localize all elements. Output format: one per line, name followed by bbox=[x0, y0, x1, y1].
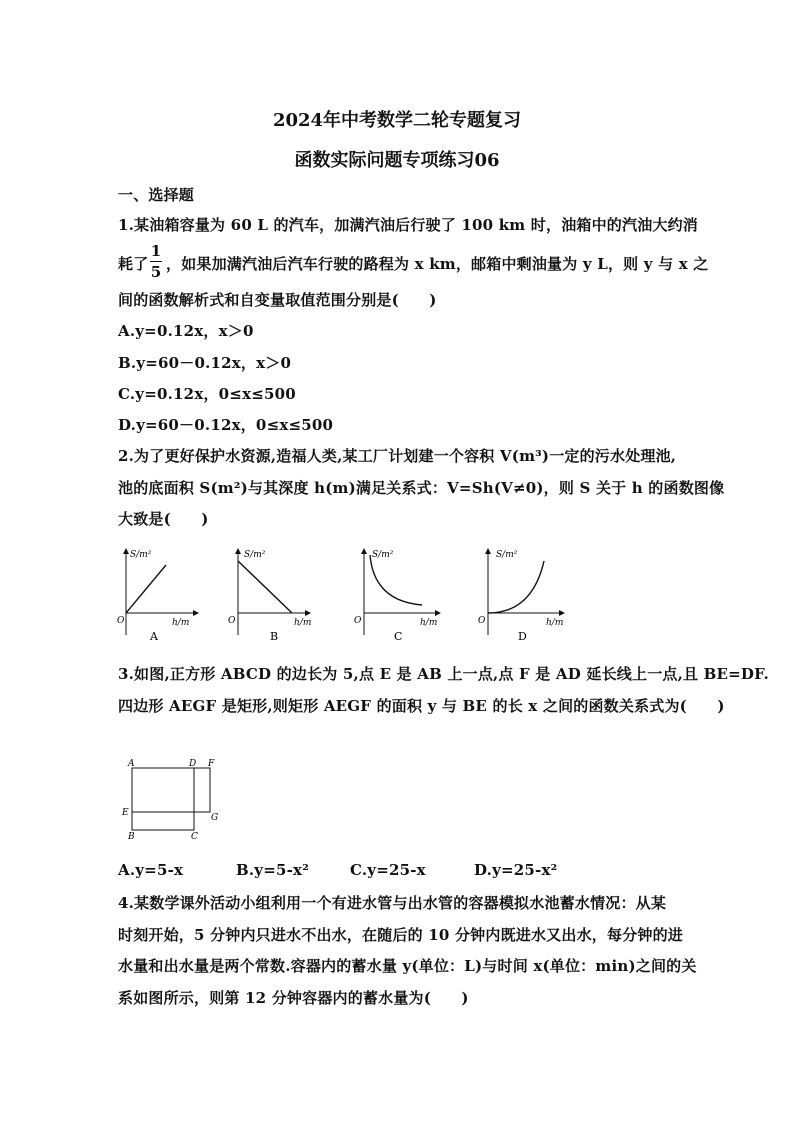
graph-b-xlabel: h/m bbox=[294, 618, 312, 628]
graph-d-ylabel: S/m² bbox=[496, 550, 518, 560]
q1-option-d: D.y=60－0.12x，0≤x≤500 bbox=[118, 416, 334, 434]
label-d: D bbox=[189, 759, 197, 769]
q4-line4: 系如图所示，则第 12 分钟容器内的蓄水量为( ) bbox=[118, 989, 469, 1007]
square-abcd bbox=[132, 768, 194, 830]
graph-d-xlabel: h/m bbox=[546, 618, 564, 628]
label-g: G bbox=[211, 813, 219, 823]
q3-option-c: C.y=25-x bbox=[350, 861, 426, 879]
graph-a-label: A bbox=[150, 630, 158, 643]
graph-a bbox=[117, 549, 198, 643]
graph-c-label: C bbox=[394, 630, 403, 643]
label-e: E bbox=[122, 808, 129, 818]
q3-line1: 3.如图,正方形 ABCD 的边长为 5,点 E 是 AB 上一点,点 F 是 AD 延长线上一点,且 BE=DF. bbox=[118, 665, 769, 683]
label-c: C bbox=[191, 832, 198, 841]
graph-d-origin: O bbox=[478, 616, 486, 626]
graph-b-curve bbox=[238, 561, 292, 613]
q4-line3: 水量和出水量是两个常数.容器内的蓄水量 y(单位：L)与时间 x(单位：min)之间的关 bbox=[118, 957, 697, 975]
graph-b-ylabel: S/m² bbox=[244, 550, 266, 560]
graph-c-ylabel: S/m² bbox=[372, 550, 394, 560]
label-b: B bbox=[128, 832, 135, 841]
label-f: F bbox=[208, 759, 215, 769]
q4-line1: 4.某数学课外活动小组利用一个有进水管与出水管的容器模拟水池蓄水情况：从某 bbox=[118, 894, 667, 912]
graph-a-origin: O bbox=[117, 616, 125, 626]
q3-line2: 四边形 AEGF 是矩形,则矩形 AEGF 的面积 y 与 BE 的长 x 之间的函数关系式为( ) bbox=[118, 697, 725, 715]
q1-fraction-numerator: 1 bbox=[150, 242, 162, 260]
doc-title: 2024年中考数学二轮专题复习 bbox=[272, 110, 522, 131]
graph-c-curve bbox=[370, 555, 422, 605]
graph-c-xlabel: h/m bbox=[420, 618, 438, 628]
graph-b bbox=[228, 549, 311, 643]
q1-option-a: A.y=0.12x，x＞0 bbox=[118, 322, 254, 340]
q1-option-c: C.y=0.12x，0≤x≤500 bbox=[118, 385, 296, 403]
rectangle-aegf bbox=[132, 768, 210, 812]
q1-line2a: 耗了 bbox=[118, 255, 149, 273]
q3-option-a: A.y=5-x bbox=[118, 861, 184, 879]
q1-fraction-denominator: 5 bbox=[150, 263, 162, 281]
label-a: A bbox=[128, 759, 135, 769]
q3-figure bbox=[118, 757, 228, 841]
q4-line2: 时刻开始，5 分钟内只进水不出水，在随后的 10 分钟内既进水又出水，每分钟的进 bbox=[118, 926, 683, 944]
graph-d-curve bbox=[488, 561, 544, 613]
q1-line2b: ，如果加满汽油后汽车行驶的路程为 x km，邮箱中剩油量为 y L，则 y 与 x 之 bbox=[166, 255, 709, 273]
section-heading: 一、选择题 bbox=[118, 186, 195, 204]
q2-line2: 池的底面积 S(m²)与其深度 h(m)满足关系式：V=Sh(V≠0)，则 S 关于 h 的函数图像 bbox=[118, 479, 725, 497]
graph-d bbox=[478, 549, 564, 643]
q1-option-b: B.y=60－0.12x，x＞0 bbox=[118, 354, 292, 372]
graph-c-origin: O bbox=[354, 616, 362, 626]
q1-fraction-bar bbox=[150, 261, 162, 262]
graph-b-label: B bbox=[270, 630, 279, 643]
q2-line3: 大致是( ) bbox=[118, 510, 209, 528]
q1-line1: 1.某油箱容量为 60 L 的汽车，加满汽油后行驶了 100 km 时，油箱中的汽油大约消 bbox=[118, 216, 698, 234]
graph-a-ylabel: S/m² bbox=[130, 550, 152, 560]
graph-a-curve bbox=[126, 565, 166, 613]
graph-a-xlabel: h/m bbox=[172, 618, 190, 628]
q2-line1: 2.为了更好保护水资源,造福人类,某工厂计划建一个容积 V(m³)一定的污水处理池, bbox=[118, 447, 677, 465]
q2-graphs bbox=[112, 545, 582, 647]
q3-option-d: D.y=25-x² bbox=[474, 861, 558, 879]
doc-subtitle: 函数实际问题专项练习06 bbox=[294, 150, 500, 171]
graph-b-origin: O bbox=[228, 616, 236, 626]
q1-line3: 间的函数解析式和自变量取值范围分别是( ) bbox=[118, 291, 437, 309]
q3-option-b: B.y=5-x² bbox=[236, 861, 309, 879]
graph-c bbox=[354, 549, 440, 643]
graph-d-label: D bbox=[518, 630, 527, 643]
